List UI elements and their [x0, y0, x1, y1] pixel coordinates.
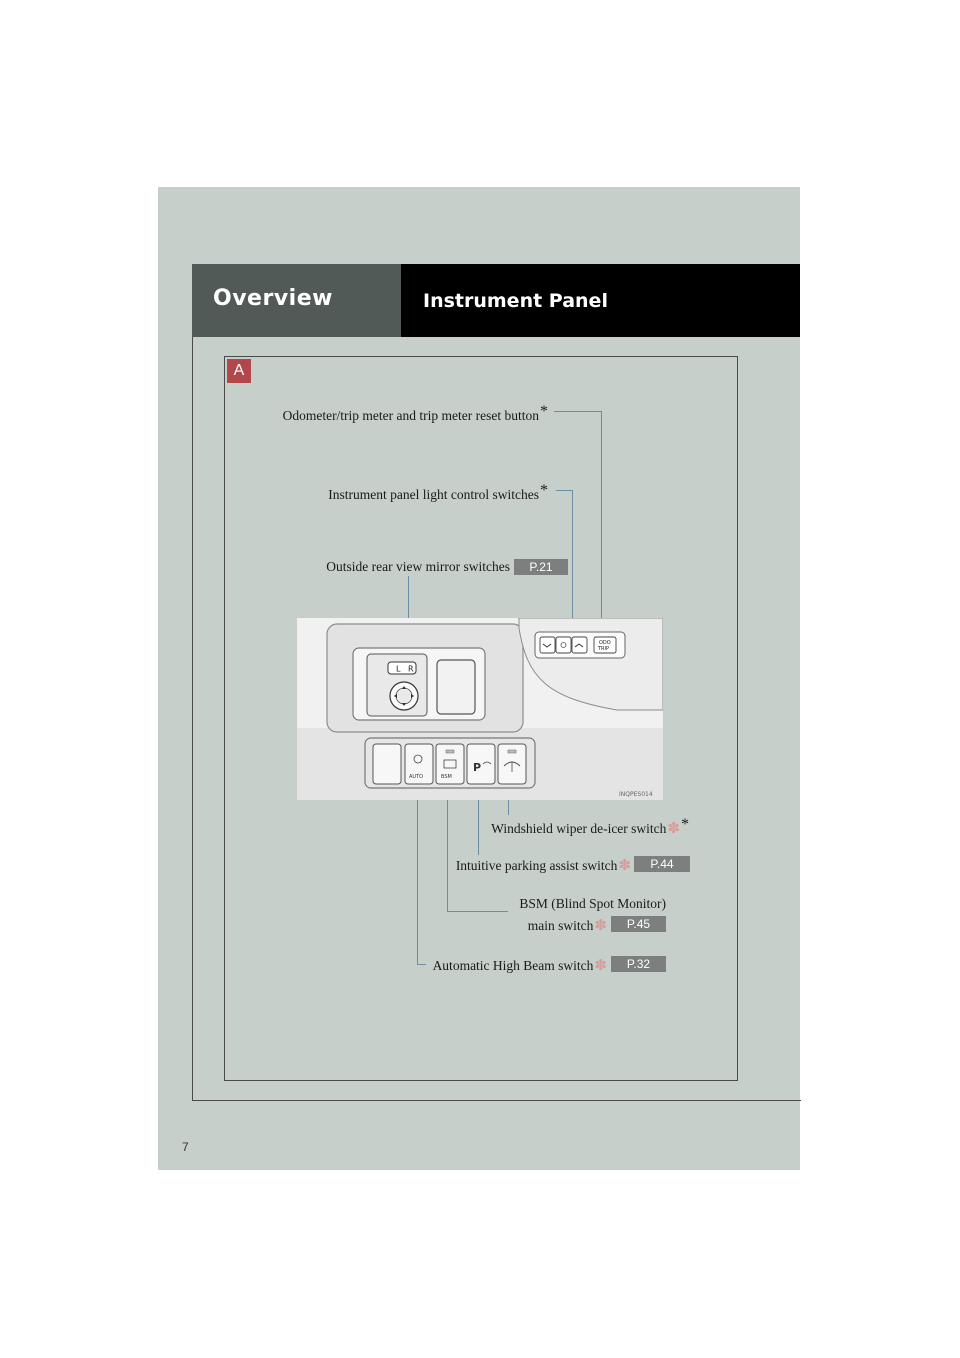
odo-label: ODO: [599, 640, 611, 646]
leader-bsm: [447, 788, 508, 912]
label-bsm-line1: BSM (Blind Spot Monitor): [519, 896, 666, 911]
label-wiper: [491, 816, 689, 838]
label-bsm-line2-text: main switch: [527, 918, 594, 933]
option-mark: ✽: [594, 958, 607, 974]
sw-bsm-label: BSM: [441, 774, 452, 780]
label-odometer: [283, 403, 548, 424]
ref-bsm[interactable]: P.45: [611, 916, 666, 932]
label-bsm-line2: [528, 916, 607, 935]
label-panel-light: [328, 482, 548, 503]
label-wiper-text: Windshield wiper de-icer switch: [491, 821, 667, 836]
label-highbeam: [433, 956, 607, 975]
label-parking-text: Intuitive parking assist switch: [455, 858, 618, 873]
label-highbeam-text: Automatic High Beam switch: [432, 958, 594, 973]
ref-highbeam[interactable]: P.32: [611, 956, 666, 972]
section-badge: A: [227, 359, 251, 383]
illustration-code: INQPES014: [619, 791, 653, 798]
mirror-l-label: L: [396, 664, 401, 674]
leader-panel-light: [556, 490, 573, 632]
asterisk-mark: *: [540, 403, 548, 420]
ref-mirror[interactable]: P.21: [514, 559, 568, 575]
mirror-r-label: R: [408, 664, 414, 674]
label-panel-light-text: Instrument panel light control switches: [328, 487, 539, 502]
trip-label: TRIP: [598, 646, 610, 652]
page-title: Instrument Panel: [423, 290, 608, 312]
section-title: Overview: [213, 286, 333, 311]
option-mark: ✽: [618, 858, 631, 874]
label-mirror: Outside rear view mirror switches: [326, 559, 510, 574]
label-odometer-text: Odometer/trip meter and trip meter reset button: [282, 408, 539, 423]
svg-text:P: P: [473, 761, 482, 774]
option-mark: ✽: [594, 918, 607, 934]
option-mark: ✽: [667, 821, 680, 837]
leader-highbeam: [417, 788, 426, 965]
ref-parking[interactable]: P.44: [634, 856, 690, 872]
instrument-panel-illustration: [297, 618, 663, 800]
asterisk-mark: *: [681, 816, 689, 833]
asterisk-mark: *: [540, 482, 548, 499]
sw-auto-label: AUTO: [409, 774, 424, 780]
page-number: 7: [182, 1140, 189, 1154]
